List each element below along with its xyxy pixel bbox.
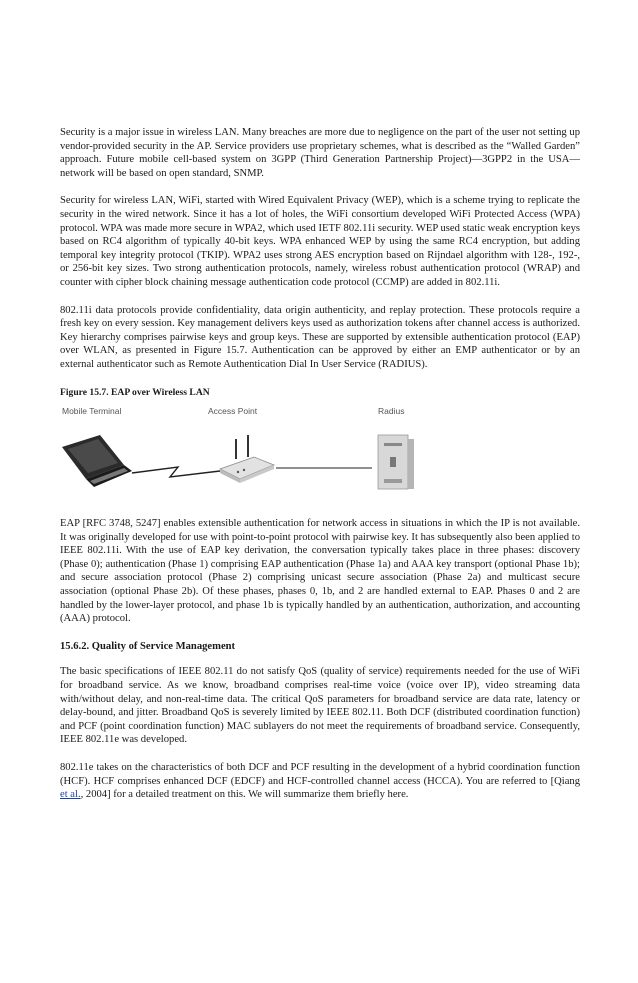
citation-link-et-al[interactable]: et al. (60, 789, 81, 801)
paragraph-80211i-protocols: 802.11i data protocols provide confidentiality, data origin authenticity, and replay protection. These protocols require a fresh key on every session. Key management delivers keys used as authorization tokens after channel access is authorized. Key hierarchy comprises pairwise keys and group keys. These are supported by extensible authentication protocol (EAP) over WLAN, as presented in Figure 15.7. Authentication can be approved by either an EMP authenticator or by an external authenticator such as Remote Authentication Dial In User Service (RADIUS). (60, 304, 580, 370)
eap-diagram-svg (60, 417, 580, 497)
section-heading-qos: 15.6.2. Quality of Service Management (60, 640, 236, 652)
laptop-icon (62, 435, 132, 487)
paragraph-80211e (60, 761, 580, 802)
figure-caption: Figure 15.7. EAP over Wireless LAN (60, 386, 210, 398)
label-radius: Radius (378, 406, 405, 417)
label-mobile-terminal: Mobile Terminal (62, 406, 122, 417)
paragraph-wep-wpa: Security for wireless LAN, WiFi, started with Wired Equivalent Privacy (WEP), which is a scheme trying to replicate the security in the wired network. Since it has a lot of holes, the WiFi consortium developed WiFi Protected Access (WPA) protocol. WPA was made more secure in WPA2, which used IETF 802.11i security. WEP used static weak encryption keys based on RC4 algorithm of typically 40-bit keys. WPA enhanced WEP by using the same RC4 encryption, but adding temporal key integrity protocol (TKIP). WPA2 uses strong AES encryption based on Rijndael algorithm with 128-, 192-, or 256-bit key sizes. Two strong authentication protocols, namely, wireless robust authentication protocol (WRAP) and counter with cipher block chaining message authentication code protocol (CCMP) are added in 802.11i. (60, 195, 580, 288)
figure-eap-diagram (60, 405, 580, 497)
server-icon (378, 435, 414, 489)
paragraph-walled-garden: Security is a major issue in wireless LAN. Many breaches are more due to negligence on the part of the user not setting up vendor-provided security in the AP. Service providers use proprietary schemes, what is described as the “Walled Garden” approach. Future mobile cell-based system on 3GPP (Third Generation Partnership Project)—3GPP2 in the USA—network will be based on open standard, SNMP. (60, 127, 580, 179)
access-point-icon (220, 435, 274, 483)
paragraph-eap-rfc: EAP [RFC 3748, 5247] enables extensible authentication for network access in situations in which the IP is not available. It was originally developed for use with point-to-point protocol with pairwise key. It has subsequently also been applied to IEEE 802.11i. With the use of EAP key derivation, the conversation typically takes place in three phases: discovery (Phase 0); authentication (Phase 1) comprising EAP authentication (Phase 1a) and AAA key transport (optional Phase 1b); and secure association protocol (Phase 2) comprising unicast secure association (Phase 2a) and multicast secure association (optional Phase 2b). Of these phases, phases 0, 1b, and 2 are handled external to EAP. Phases 0 and 2 are handled by the lower-layer protocol, and phase 1b is typically handled by an authentication, authorization, and accounting (AAA) protocol. (60, 518, 580, 625)
paragraph-80211e-text-after: , 2004] for a detailed treatment on this. We will summarize them briefly here. (80, 789, 409, 801)
paragraph-80211e-text-before: 802.11e takes on the characteristics of both DCF and PCF resulting in the development of a hybrid coordination function (HCF). HCF comprises enhanced DCF (EDCF) and HCF-controlled channel access (HCCA). You are referred to [Qiang (60, 762, 580, 787)
paragraph-qos-specs: The basic specifications of IEEE 802.11 do not satisfy QoS (quality of service) requirements needed for the use of WiFi for broadband service. As we know, broadband comprises real-time voice (voice over IP), video streaming data with/without delay, and non-real-time data. The critical QoS parameters for broadband service are data rate, latency or delay-bound, and jitter. Broadband QoS is severely limited by IEEE 802.11. Both DCF (distributed coordination function) and PCF (point coordination function) MAC sublayers do not meet the requirements of broadband service. Consequently, IEEE 802.11e was developed. (60, 666, 580, 746)
wireless-link-line (132, 467, 220, 477)
document-page (60, 126, 580, 816)
label-access-point: Access Point (208, 406, 258, 417)
